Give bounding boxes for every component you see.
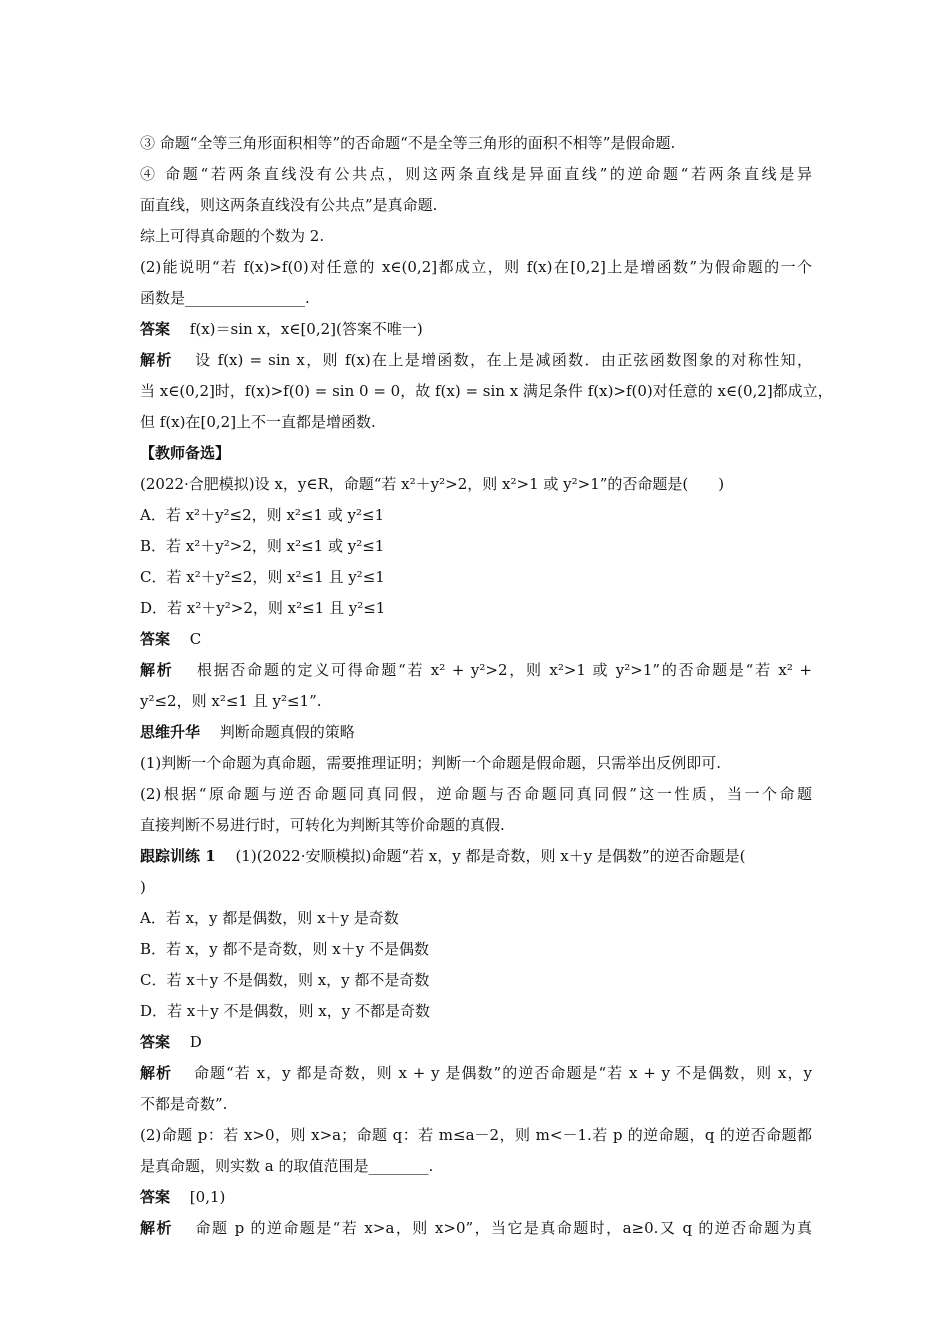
text-line [140, 500, 812, 531]
text-line [140, 283, 812, 314]
text-line [140, 748, 812, 779]
line-text: (1)(2022·安顺模拟)命题“若 x，y 都是奇数，则 x＋y 是偶数”的逆否命题是( [235, 847, 746, 865]
line-label: 解析 [140, 1064, 173, 1082]
line-text: ) [140, 878, 146, 896]
line-label: 跟踪训练 1 [140, 847, 216, 865]
text-line [140, 655, 812, 686]
line-text: y²≤2，则 x²≤1 且 y²≤1”. [140, 692, 322, 710]
text-line [140, 872, 812, 903]
line-label: 解析 [140, 1219, 173, 1237]
text-line [140, 159, 812, 190]
line-text: 【教师备选】 [140, 444, 231, 462]
document-body [140, 128, 833, 1244]
text-line [140, 593, 812, 624]
text-line [140, 1151, 812, 1182]
text-line [140, 779, 812, 810]
text-line [140, 531, 812, 562]
line-text: A．若 x²＋y²≤2，则 x²≤1 或 y²≤1 [140, 506, 385, 524]
text-line [140, 996, 812, 1027]
line-text: A．若 x，y 都是偶数，则 x＋y 是奇数 [140, 909, 399, 927]
text-line [140, 345, 812, 376]
text-line [140, 1058, 812, 1089]
line-text: (2022·合肥模拟)设 x，y∈R，命题“若 x²＋y²>2，则 x²>1 或 y²>1”的否命题是( ) [140, 475, 725, 493]
text-line [140, 562, 812, 593]
text-line [140, 903, 812, 934]
text-line [140, 717, 812, 748]
text-line [140, 407, 812, 438]
line-text: C．若 x＋y 不是偶数，则 x，y 都不是奇数 [140, 971, 430, 989]
line-text: 是真命题，则实数 a 的取值范围是________. [140, 1157, 434, 1175]
line-text: ④ 命题“若两条直线没有公共点，则这两条直线是异面直线”的逆命题“若两条直线是异 [140, 165, 812, 183]
text-line [140, 810, 812, 841]
line-text: 综上可得真命题的个数为 2. [140, 227, 325, 245]
line-text: 当 x∈(0,2]时，f(x)>f(0) = sin 0 = 0，故 f(x) = sin x 满足条件 f(x)>f(0)对任意的 x∈(0,2]都成立， [140, 382, 833, 400]
line-label: 解析 [140, 351, 173, 369]
text-line [140, 1089, 812, 1120]
line-text: 面直线，则这两条直线没有公共点”是真命题. [140, 196, 438, 214]
text-line [140, 190, 812, 221]
line-text: D [189, 1033, 202, 1051]
line-text: ③ 命题“全等三角形面积相等”的否命题“不是全等三角形的面积不相等”是假命题. [140, 134, 676, 152]
line-label: 答案 [140, 1188, 171, 1206]
line-text: [0,1) [189, 1188, 226, 1206]
text-line [140, 252, 812, 283]
line-text: (2)根据“原命题与逆否命题同真同假，逆命题与否命题同真同假”这一性质，当一个命题 [140, 785, 812, 803]
line-text: B．若 x²＋y²>2，则 x²≤1 或 y²≤1 [140, 537, 385, 555]
line-text: C [189, 630, 202, 648]
line-text: 直接判断不易进行时，可转化为判断其等价命题的真假. [140, 816, 505, 834]
text-line [140, 841, 812, 872]
line-text: 命题 p 的逆命题是“若 x>a，则 x>0”，当它是真命题时，a≥0.又 q 的逆否命题为真 [195, 1219, 812, 1237]
line-text: (2)命题 p：若 x>0，则 x>a；命题 q：若 m≤a－2，则 m<－1.若 p 的逆命题，q 的逆否命题都 [140, 1126, 812, 1144]
text-line [140, 624, 812, 655]
text-line [140, 314, 812, 345]
text-line [140, 1182, 812, 1213]
text-line [140, 1120, 812, 1151]
line-label: 答案 [140, 320, 171, 338]
text-line [140, 128, 812, 159]
line-text: 函数是________________. [140, 289, 310, 307]
line-text: 根据否命题的定义可得命题“若 x² + y²>2，则 x²>1 或 y²>1”的否命题是“若 x² + [196, 661, 812, 679]
line-label: 解析 [140, 661, 174, 679]
text-line [140, 965, 812, 996]
text-line [140, 934, 812, 965]
line-text: 命题“若 x，y 都是奇数，则 x + y 是偶数”的逆否命题是“若 x + y 不是偶数，则 x，y [193, 1064, 812, 1082]
text-line [140, 1027, 812, 1058]
line-label: 答案 [140, 1033, 171, 1051]
line-text: (2)能说明“若 f(x)>f(0)对任意的 x∈(0,2]都成立，则 f(x)在[0,2]上是增函数”为假命题的一个 [140, 258, 812, 276]
text-line [140, 221, 812, 252]
line-text: 但 f(x)在[0,2]上不一直都是增函数. [140, 413, 376, 431]
text-line [140, 1213, 812, 1244]
line-text: (1)判断一个命题为真命题，需要推理证明；判断一个命题是假命题，只需举出反例即可. [140, 754, 722, 772]
line-label: 答案 [140, 630, 171, 648]
line-text: C．若 x²＋y²≤2，则 x²≤1 且 y²≤1 [140, 568, 385, 586]
section-heading [140, 438, 812, 469]
text-line [140, 376, 833, 407]
text-line [140, 686, 812, 717]
line-text: B．若 x，y 都不是奇数，则 x＋y 不是偶数 [140, 940, 429, 958]
text-line [140, 469, 812, 500]
line-text: 设 f(x) = sin x，则 f(x)在上是增函数，在上是减函数．由正弦函数图象的对称性知， [195, 351, 812, 369]
line-label: 思维升华 [140, 723, 201, 741]
line-text: f(x)＝sin x，x∈[0,2](答案不唯一) [189, 320, 423, 338]
line-text: 不都是奇数”. [140, 1095, 228, 1113]
line-text: D．若 x²＋y²>2，则 x²≤1 且 y²≤1 [140, 599, 386, 617]
line-text: 判断命题真假的策略 [219, 723, 355, 741]
line-text: D．若 x＋y 不是偶数，则 x，y 不都是奇数 [140, 1002, 430, 1020]
